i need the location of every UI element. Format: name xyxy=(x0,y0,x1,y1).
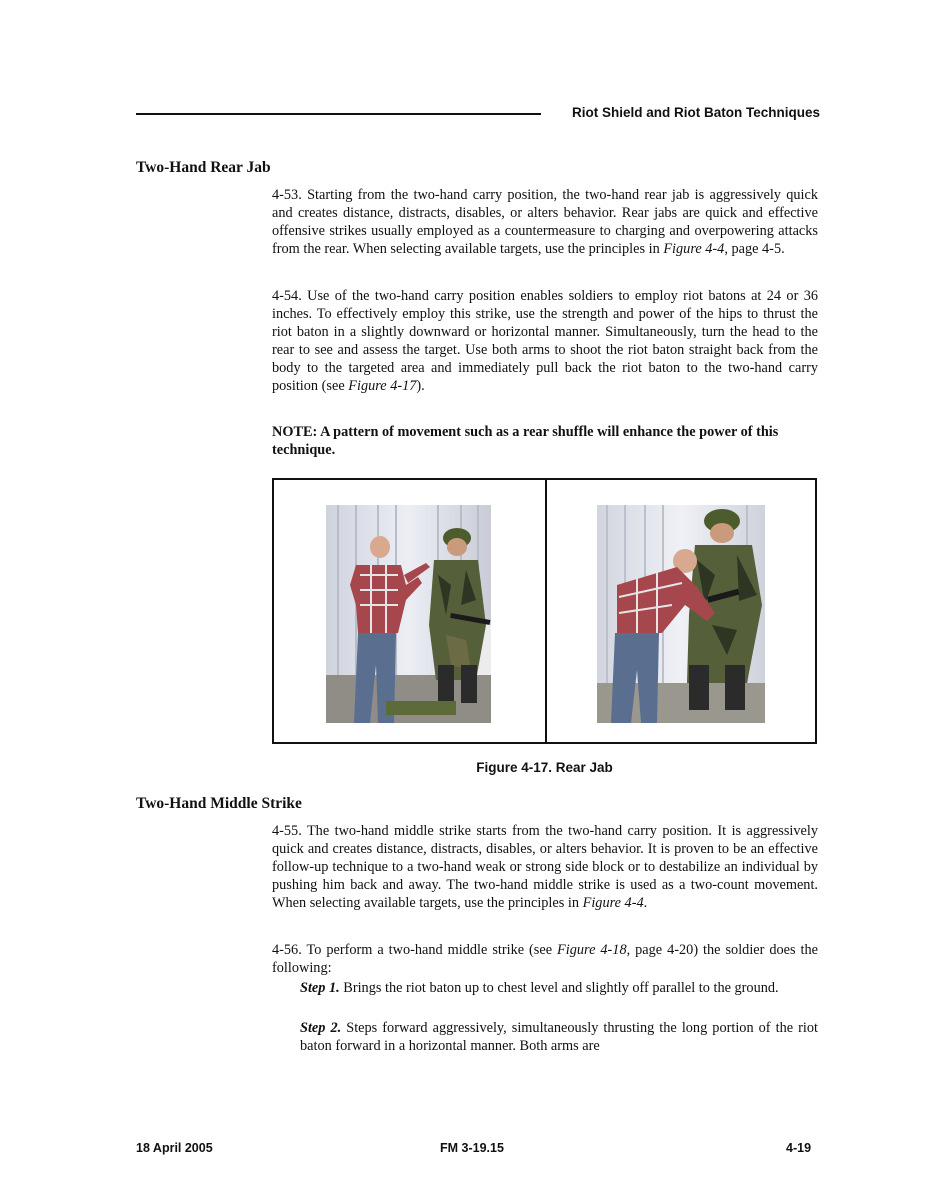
photo-rear-jab-start xyxy=(326,505,491,723)
figure-divider xyxy=(545,480,547,742)
section-heading-rear-jab: Two-Hand Rear Jab xyxy=(136,159,271,176)
step-1: Step 1. Brings the riot baton up to chest level and slightly off parallel to the ground. xyxy=(300,980,779,996)
section-heading-middle-strike: Two-Hand Middle Strike xyxy=(136,795,302,812)
step-label: Step 1. xyxy=(300,980,340,996)
footer-page-number: 4-19 xyxy=(786,1141,812,1155)
figure-ref: Figure 4-4 xyxy=(663,241,725,258)
photo-rear-jab-strike xyxy=(597,505,765,723)
note: NOTE: A pattern of movement such as a rear shuffle will enhance the power of this technique. xyxy=(272,424,779,459)
footer-manual: FM 3-19.15 xyxy=(440,1141,504,1155)
step-label: Step 2. xyxy=(300,1020,342,1036)
paragraph-4-55: 4-55. The two-hand middle strike starts from the two-hand carry position. It is aggressively quick and creates distance, distracts, disables, or alters behavior. It is proven to be an effective follow-up technique to a two-hand weak or strong side block or to destabilize an individual by pushing him back and away. The two-hand middle strike is used as a two-count movement. When selecting available targets, use the principles in Figure 4-4. xyxy=(272,823,818,912)
footer-date: 18 April 2005 xyxy=(136,1141,213,1155)
paragraph-4-54: 4-54. Use of the two-hand carry position enables soldiers to employ riot batons at 24 or 36 inches. To effectively employ this strike, use the strength and power of the hips to thrust the riot baton in a slightly downward or horizontal manner. Simultaneously, turn the head to the rear to see and assess the target. Use both arms to shoot the riot baton straight back from the body to the targeted area and immediately pull back the riot baton to the two-hand carry position (see Figure 4-17). xyxy=(272,288,818,395)
paragraph-4-53: 4-53. Starting from the two-hand carry position, the two-hand rear jab is aggressively quick and creates distance, distracts, disables, or alters behavior. Rear jabs are quick and effective offensive strikes usually employed as a countermeasure to charging and overpowering attacks from the rear. When selecting available targets, use the principles in Figure 4-4, page 4-5. xyxy=(272,187,818,258)
header-rule xyxy=(136,113,541,115)
figure-caption: Figure 4-17. Rear Jab xyxy=(476,760,613,775)
figure-ref: Figure 4-4 xyxy=(582,895,644,912)
step-2: Step 2. Steps forward aggressively, simultaneously thrusting the long portion of the riot baton forward in a horizontal manner. Both arms are xyxy=(300,1020,818,1055)
figure-4-17-frame xyxy=(272,478,817,744)
figure-ref: Figure 4-18 xyxy=(557,942,627,958)
figure-ref: Figure 4-17 xyxy=(348,378,417,395)
paragraph-4-56: 4-56. To perform a two-hand middle strike (see Figure 4-18, page 4-20) the soldier does the following: xyxy=(272,942,819,977)
running-header: Riot Shield and Riot Baton Techniques xyxy=(571,105,820,120)
